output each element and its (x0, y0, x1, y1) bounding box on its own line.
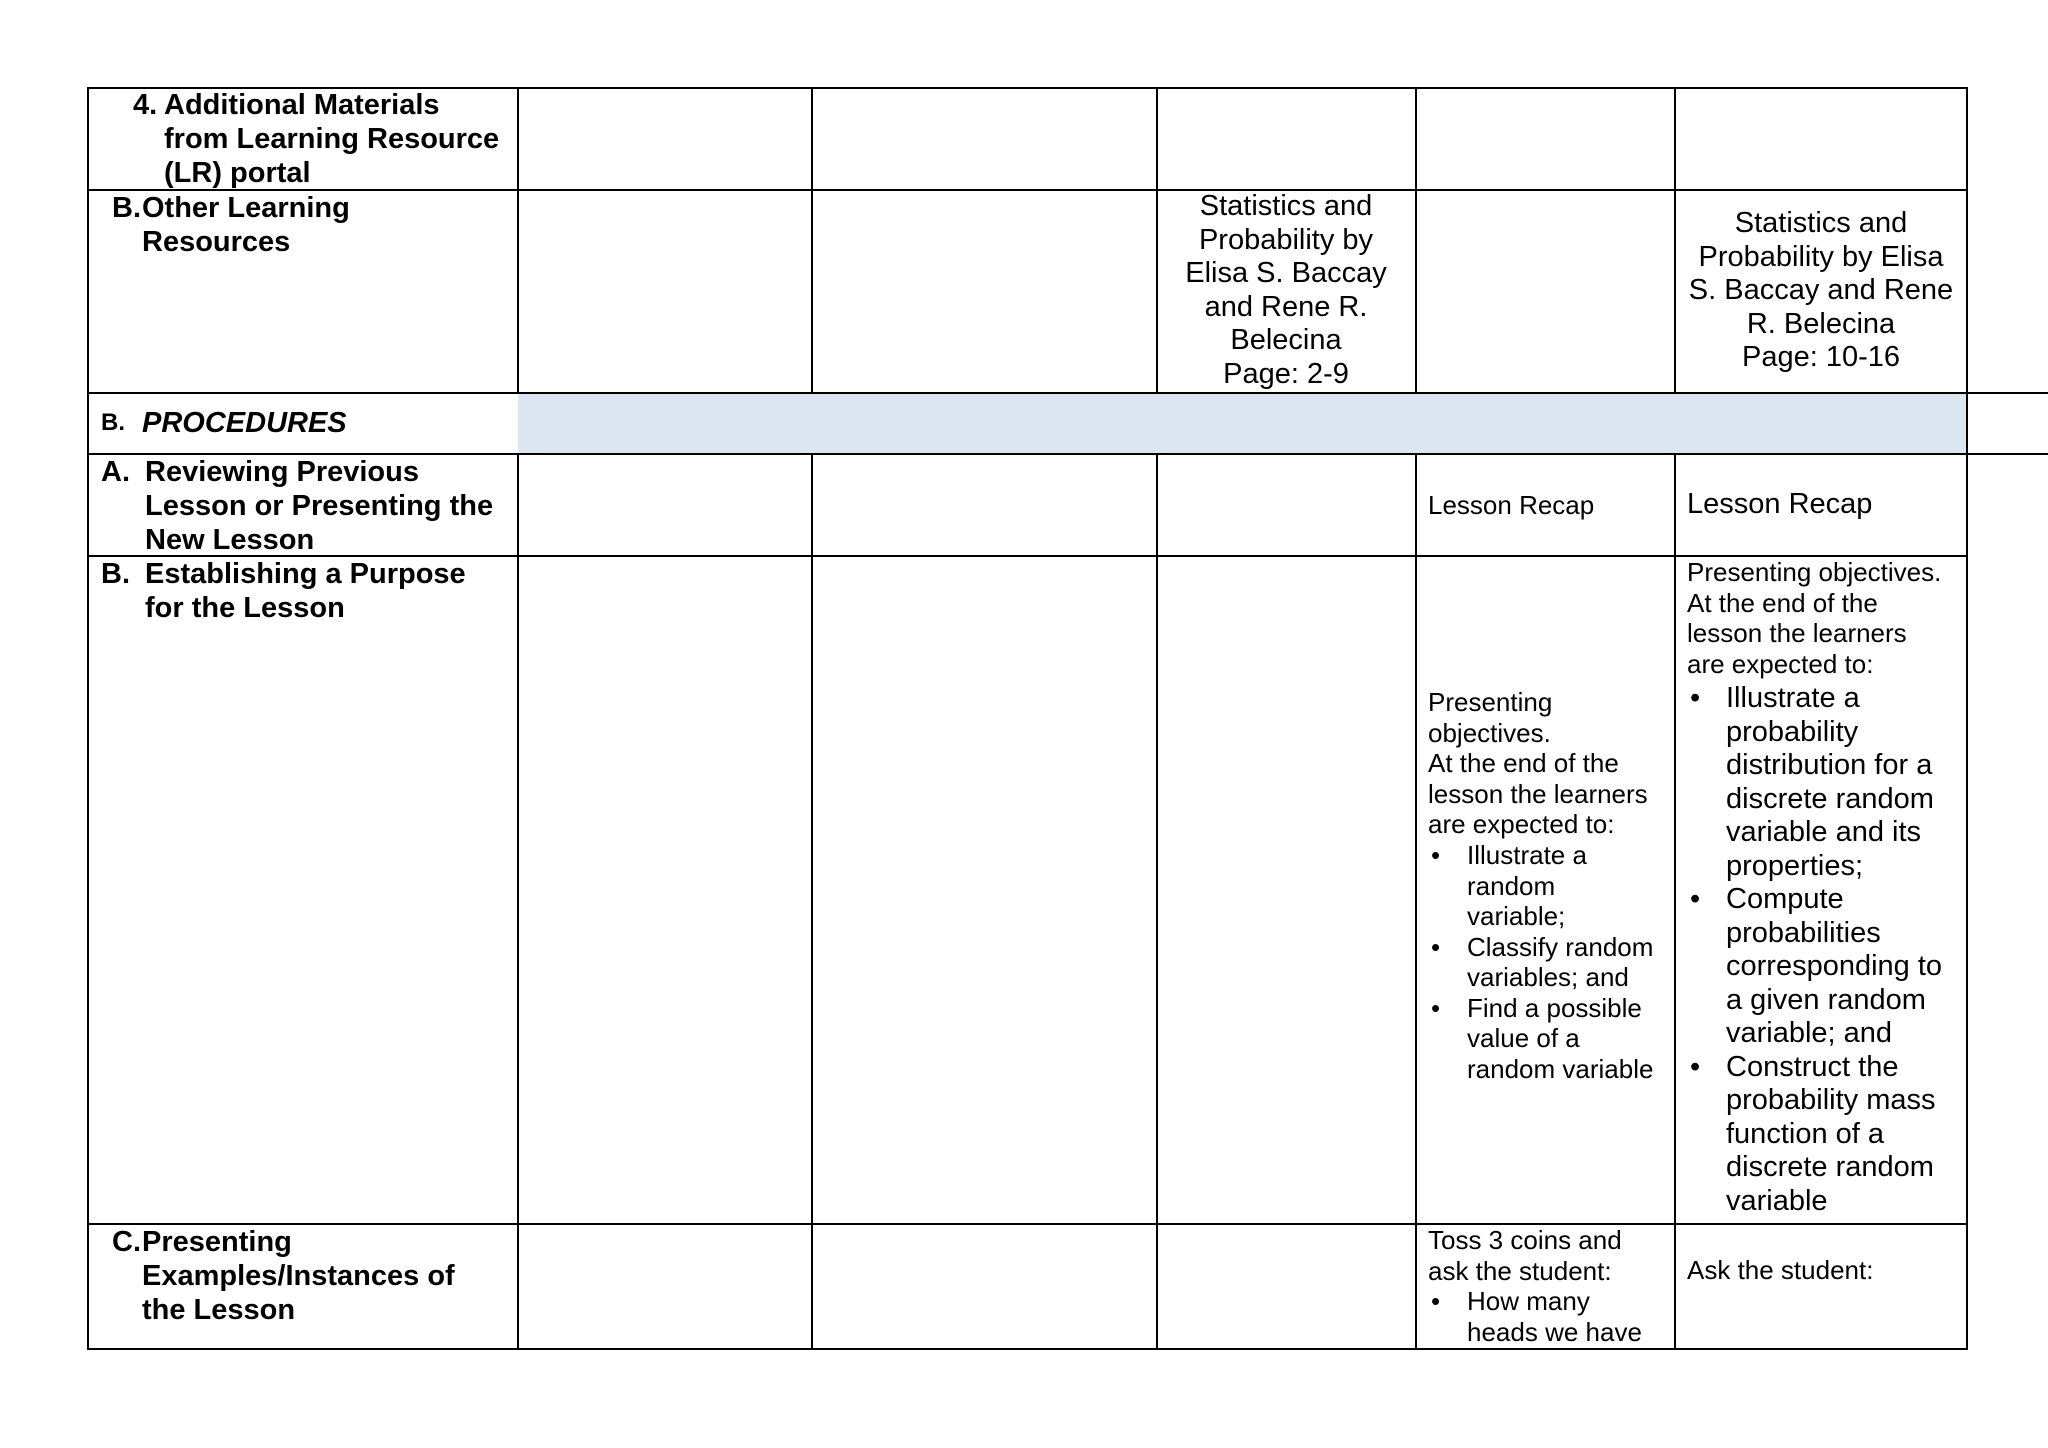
item-letter: B. (101, 558, 130, 590)
row-label: Establishing a Purpose for the Lesson (145, 558, 466, 624)
table-border-right (1966, 87, 1968, 1350)
lesson-recap-day5: Lesson Recap (1687, 488, 1873, 520)
objectives-intro-day5: Presenting objectives. At the end of the lesson the learners are expected to: (1687, 557, 1942, 679)
list-item: • Classify random variables; and (1428, 932, 1653, 993)
list-item: • Illustrate a random variable; (1428, 840, 1653, 932)
section-letter: B. (101, 409, 125, 436)
row-label: Additional Materials from Learning Resource (LR) portal (164, 89, 500, 189)
lesson-recap-day4: Lesson Recap (1428, 490, 1595, 520)
procedures-band (518, 393, 1966, 454)
item-number: 4. (133, 89, 158, 121)
item-letter: A. (101, 456, 130, 488)
list-item: • How many heads we have (1428, 1286, 1642, 1347)
activity-day5: Ask the student: (1687, 1255, 1874, 1285)
list-item: • Compute probabilities corresponding to a given random variable; and (1687, 883, 1942, 1051)
objectives-list-day4 (1428, 840, 1653, 1084)
list-item: • Illustrate a probability distribution for a discrete random variable and its properties; (1687, 682, 1942, 883)
objectives-intro-day4: Presenting objectives. At the end of the lesson the learners are expected to: (1428, 687, 1648, 839)
table-border-bottom (87, 1348, 1968, 1350)
column-divider-3b (1156, 453, 1158, 1350)
table-border-left (87, 87, 89, 1350)
row-divider-2 (87, 392, 2048, 394)
column-divider-1 (517, 87, 519, 393)
column-divider-2 (811, 87, 813, 393)
row-label: Reviewing Previous Lesson or Presenting the New Lesson (145, 456, 494, 556)
objectives-list-day5 (1687, 682, 1942, 1218)
column-divider-5b (1674, 453, 1676, 1350)
column-divider-4b (1415, 453, 1417, 1350)
list-item: • Find a possible value of a random variable (1428, 993, 1653, 1085)
resource-citation-day5: Statistics and Probability by Elisa S. Baccay and Rene R. Belecina Page: 10-16 (1688, 207, 1954, 373)
item-letter: C. (112, 1226, 141, 1258)
resource-citation-day4: Statistics and Probability by Elisa S. Baccay and Rene R. Belecina Page: 2-9 (1185, 190, 1387, 390)
activity-list-day4 (1428, 1286, 1642, 1347)
column-divider-4 (1415, 87, 1417, 393)
column-divider-1b (517, 453, 519, 1350)
section-title: PROCEDURES (142, 407, 347, 439)
row-label: Other Learning Resources (142, 192, 350, 258)
activity-intro-day4: Toss 3 coins and ask the student: (1428, 1225, 1622, 1286)
column-divider-2b (811, 453, 813, 1350)
list-item: • Construct the probability mass function of a discrete random variable (1687, 1051, 1942, 1219)
item-letter: B. (112, 192, 141, 224)
row-label: Presenting Examples/Instances of the Lesson (142, 1226, 455, 1326)
